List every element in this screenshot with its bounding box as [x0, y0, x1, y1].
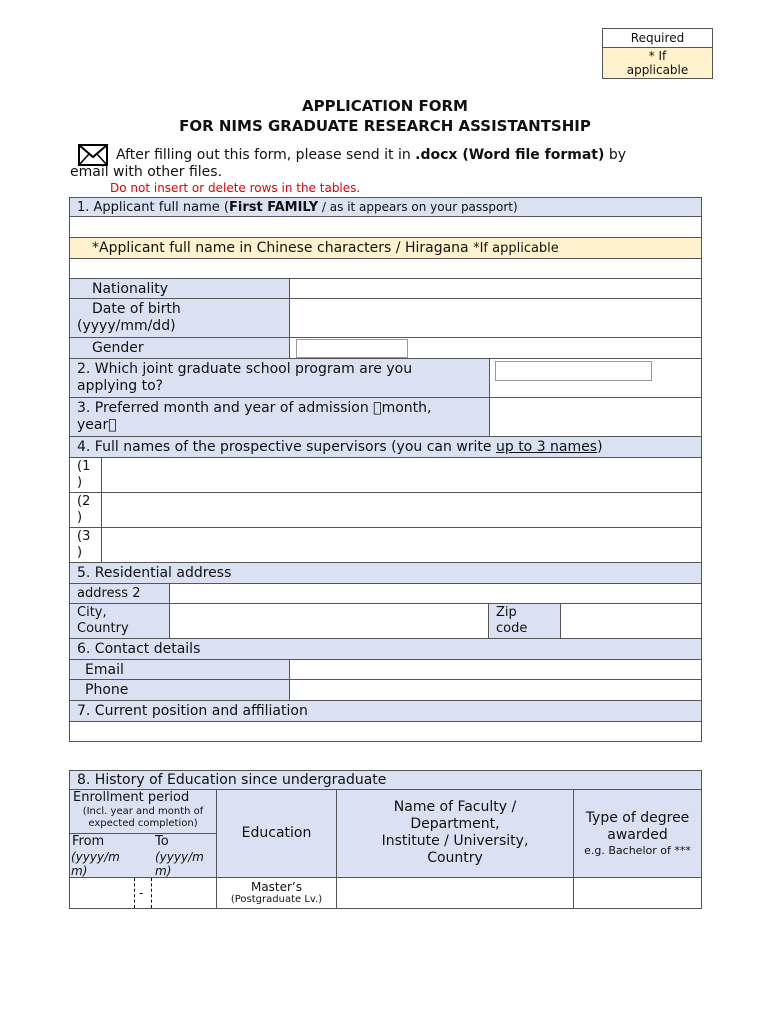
section-8-header: 8. History of Education since undergraduate: [69, 770, 702, 790]
section-4-header: 4. Full names of the prospective supervisors (you can write up to 3 names): [69, 436, 702, 458]
masters-label: Master’s (Postgraduate Lv.): [216, 877, 337, 909]
chinese-name-header: *Applicant full name in Chinese characters / Hiragana *If applicable: [69, 237, 702, 259]
supervisor-2-label: (2 ): [69, 492, 102, 528]
legend-required: Required: [602, 28, 713, 48]
period-dash: -: [139, 886, 144, 900]
chinese-name-input[interactable]: [69, 258, 702, 279]
education-header: Education: [216, 789, 337, 878]
section-3-label: 3. Preferred month and year of admission  month, year : [69, 397, 490, 437]
dob-input[interactable]: [289, 298, 702, 338]
phone-input[interactable]: [289, 679, 702, 701]
masters-faculty-input[interactable]: [336, 877, 574, 909]
page-title: APPLICATION FORM FOR NIMS GRADUATE RESEARCH ASSISTANTSHIP: [179, 97, 591, 135]
instruction-line2: email with other files.: [70, 164, 223, 180]
zip-label: Zip code: [488, 603, 561, 639]
address2-input[interactable]: [169, 583, 702, 604]
affiliation-input[interactable]: [69, 721, 702, 742]
legend-if-applicable: * If applicable: [602, 47, 713, 79]
envelope-icon: [78, 144, 108, 166]
section-7-header: 7. Current position and affiliation: [69, 700, 702, 722]
warning-text: Do not insert or delete rows in the tables.: [110, 181, 361, 195]
nationality-input[interactable]: [289, 278, 702, 299]
city-country-input[interactable]: [169, 603, 489, 639]
masters-period-cell[interactable]: [69, 877, 217, 909]
enrollment-header: Enrollment period (Incl. year and month of expected completion) From To (yyyy/m m) (yyyy/m m): [69, 789, 217, 878]
nationality-label: Nationality: [69, 278, 290, 299]
admission-input[interactable]: [489, 397, 702, 437]
supervisor-3-input[interactable]: [101, 527, 702, 563]
email-input[interactable]: [289, 659, 702, 680]
faculty-header: Name of Faculty / Department, Institute / University, Country: [336, 789, 574, 878]
supervisor-2-input[interactable]: [101, 492, 702, 528]
supervisor-1-label: (1 ): [69, 457, 102, 493]
section-2-label: 2. Which joint graduate school program are you applying to?: [69, 358, 490, 398]
dob-label: Date of birth (yyyy/mm/dd): [69, 298, 290, 338]
gender-label: Gender: [69, 337, 290, 359]
instruction-line1: After filling out this form, please send it in .docx (Word file format) by: [116, 147, 627, 163]
phone-label: Phone: [69, 679, 290, 701]
section-5-header: 5. Residential address: [69, 562, 702, 584]
address2-label: address 2: [69, 583, 170, 604]
masters-degree-input[interactable]: [573, 877, 702, 909]
city-country-label: City, Country: [69, 603, 170, 639]
program-select[interactable]: [495, 361, 652, 381]
supervisor-1-input[interactable]: [101, 457, 702, 493]
full-name-input[interactable]: [69, 216, 702, 238]
email-label: Email: [69, 659, 290, 680]
supervisor-3-label: (3 ): [69, 527, 102, 563]
zip-input[interactable]: [560, 603, 702, 639]
section-6-header: 6. Contact details: [69, 638, 702, 660]
degree-header: Type of degree awarded e.g. Bachelor of ***: [573, 789, 702, 878]
gender-select[interactable]: [296, 339, 408, 358]
section-1-header: 1. Applicant full name (First FAMILY / as it appears on your passport): [69, 197, 702, 217]
